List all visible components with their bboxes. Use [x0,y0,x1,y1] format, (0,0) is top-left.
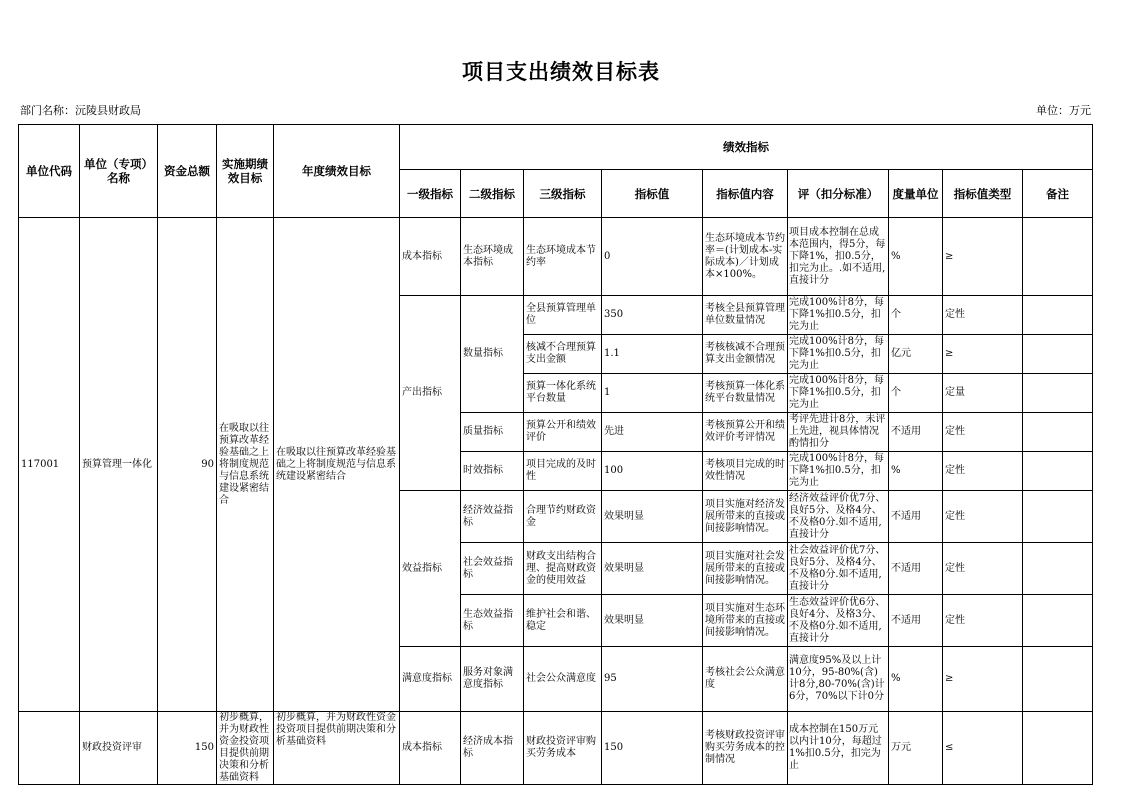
value-type-cell: 定性 [943,543,1023,595]
header-unit-code: 单位代码 [19,125,80,218]
header-indicators: 绩效指标 [400,125,1093,170]
amount-cell: 90 [158,218,217,712]
level2-cell: 时效指标 [461,452,524,491]
scoring-cell: 完成100%计8分，每下降1%扣0.5分，扣完为止 [788,374,889,413]
measure-unit-cell: 不适用 [889,543,943,595]
content-cell: 考核预算公开和绩效评价考评情况 [703,413,788,452]
unit-code-cell: 117001 [19,218,80,712]
content-cell: 项目实施对生态环境所带来的直接或间接影响情况。 [703,595,788,647]
value-type-cell: ≤ [943,712,1023,785]
content-cell: 项目实施对社会发展所带来的直接或间接影响情况。 [703,543,788,595]
value-cell: 1.1 [602,335,703,374]
value-type-cell: 定性 [943,595,1023,647]
scoring-cell: 生态效益评价优6分、良好4分、及格3分、不及格0分.如不适用,直接计分 [788,595,889,647]
currency-unit: 单位：万元 [1036,104,1091,117]
period-goal-cell: 初步概算，并为财政性资金投资项目提供前期决策和分析基础资料 [217,712,274,785]
level1-cell: 产出指标 [400,296,461,491]
scoring-cell: 社会效益评价优7分、良好5分、及格4分、不及格0分.如不适用,直接计分 [788,543,889,595]
measure-unit-cell: 个 [889,296,943,335]
level1-cell: 成本指标 [400,218,461,296]
level2-cell: 社会效益指标 [461,543,524,595]
annual-goal-cell: 初步概算，并为财政性资金投资项目提供前期决策和分析基础资料 [274,712,400,785]
scoring-cell: 考评先进计8分，未评上先进，视具体情况酌情扣分 [788,413,889,452]
unit-name-cell: 预算管理一体化 [80,218,158,712]
content-cell: 生态环境成本节约率＝(计划成本-实际成本)／计划成本×100%。 [703,218,788,296]
department-name: 部门名称：沅陵县财政局 [20,104,141,117]
content-cell: 考核项目完成的时效性情况 [703,452,788,491]
measure-unit-cell: % [889,647,943,712]
level1-cell: 满意度指标 [400,647,461,712]
header-annual-goal: 年度绩效目标 [274,125,400,218]
annual-goal-cell: 在吸取以往预算改革经验基础之上将制度规范与信息系统建设紧密结合 [274,218,400,712]
measure-unit-cell: 不适用 [889,413,943,452]
remark-cell [1023,374,1093,413]
unit-name-cell: 财政投资评审 [80,712,158,785]
scoring-cell: 完成100%计8分，每下降1%扣0.5分，扣完为止 [788,296,889,335]
remark-cell [1023,543,1093,595]
value-cell: 150 [602,712,703,785]
remark-cell [1023,452,1093,491]
value-type-cell: 定性 [943,296,1023,335]
table-row [19,712,1093,785]
amount-cell: 150 [158,712,217,785]
value-cell: 0 [602,218,703,296]
value-cell: 效果明显 [602,595,703,647]
level3-cell: 生态环境成本节约率 [524,218,602,296]
remark-cell [1023,335,1093,374]
value-type-cell: 定性 [943,491,1023,543]
value-type-cell: ≥ [943,218,1023,296]
period-goal-cell: 在吸取以往预算改革经验基础之上将制度规范与信息系统建设紧密结合 [217,218,274,712]
level3-cell: 预算一体化系统平台数量 [524,374,602,413]
level3-cell: 项目完成的及时性 [524,452,602,491]
header-value-type: 指标值类型 [943,170,1023,218]
level1-cell: 效益指标 [400,491,461,647]
level3-cell: 核减不合理预算支出金额 [524,335,602,374]
content-cell: 考核全县预算管理单位数量情况 [703,296,788,335]
content-cell: 考核预算一体化系统平台数量情况 [703,374,788,413]
content-cell: 考核核减不合理预算支出金额情况 [703,335,788,374]
scoring-cell: 满意度95%及以上计10分，95-80%(含)计8分,80-70%(含)计6分，70%以下计0分 [788,647,889,712]
unit-code-cell [19,712,80,785]
value-cell: 350 [602,296,703,335]
level2-cell: 生态环境成本指标 [461,218,524,296]
header-total-funds: 资金总额 [158,125,217,218]
page-title: 项目支出绩效目标表 [462,60,660,84]
level2-cell: 质量指标 [461,413,524,452]
scoring-cell: 成本控制在150万元以内计10分，每超过1%扣0.5分，扣完为止 [788,712,889,785]
header-level1: 一级指标 [400,170,461,218]
content-cell: 考核社会公众满意度 [703,647,788,712]
scoring-cell: 完成100%计8分，每下降1%扣0.5分，扣完为止 [788,452,889,491]
level2-cell: 服务对象满意度指标 [461,647,524,712]
level2-cell: 经济成本指标 [461,712,524,785]
level3-cell: 财政投资评审购买劳务成本 [524,712,602,785]
header-row-1 [19,125,1093,170]
header-period-goal: 实施期绩效目标 [217,125,274,218]
header-scoring: 评（扣分标准） [788,170,889,218]
value-cell: 95 [602,647,703,712]
value-cell: 1 [602,374,703,413]
remark-cell [1023,595,1093,647]
remark-cell [1023,218,1093,296]
remark-cell [1023,712,1093,785]
content-cell: 项目实施对经济发展所带来的直接或间接影响情况。 [703,491,788,543]
remark-cell [1023,491,1093,543]
scoring-cell: 完成100%计8分，每下降1%扣0.5分，扣完为止 [788,335,889,374]
value-type-cell: 定量 [943,374,1023,413]
header-value: 指标值 [602,170,703,218]
remark-cell [1023,647,1093,712]
value-type-cell: 定性 [943,452,1023,491]
value-type-cell: ≥ [943,647,1023,712]
value-cell: 效果明显 [602,543,703,595]
content-cell: 考核财政投资评审购买劳务成本的控制情况 [703,712,788,785]
performance-target-table [18,124,1093,785]
header-level2: 二级指标 [461,170,524,218]
level3-cell: 预算公开和绩效评价 [524,413,602,452]
measure-unit-cell: 不适用 [889,491,943,543]
measure-unit-cell: % [889,218,943,296]
level1-cell: 成本指标 [400,712,461,785]
header-measure-unit: 度量单位 [889,170,943,218]
level3-cell: 合理节约财政资金 [524,491,602,543]
value-cell: 100 [602,452,703,491]
level2-cell: 数量指标 [461,296,524,413]
header-level3: 三级指标 [524,170,602,218]
value-type-cell: ≥ [943,335,1023,374]
header-remark: 备注 [1023,170,1093,218]
measure-unit-cell: 万元 [889,712,943,785]
header-unit-name: 单位（专项）名称 [80,125,158,218]
value-type-cell: 定性 [943,413,1023,452]
value-cell: 效果明显 [602,491,703,543]
table-row [19,218,1093,296]
remark-cell [1023,296,1093,335]
scoring-cell: 项目成本控制在总成本范围内，得5分，每下降1%，扣0.5分，扣完为止。.如不适用,直接计分 [788,218,889,296]
measure-unit-cell: 不适用 [889,595,943,647]
value-cell: 先进 [602,413,703,452]
level3-cell: 全县预算管理单位 [524,296,602,335]
level3-cell: 财政支出结构合理、提高财政资金的使用效益 [524,543,602,595]
level3-cell: 社会公众满意度 [524,647,602,712]
scoring-cell: 经济效益评价优7分、良好5分、及格4分、不及格0分.如不适用,直接计分 [788,491,889,543]
remark-cell [1023,413,1093,452]
level3-cell: 维护社会和谐、稳定 [524,595,602,647]
measure-unit-cell: 个 [889,374,943,413]
level2-cell: 生态效益指标 [461,595,524,647]
level2-cell: 经济效益指标 [461,491,524,543]
measure-unit-cell: % [889,452,943,491]
measure-unit-cell: 亿元 [889,335,943,374]
header-content: 指标值内容 [703,170,788,218]
